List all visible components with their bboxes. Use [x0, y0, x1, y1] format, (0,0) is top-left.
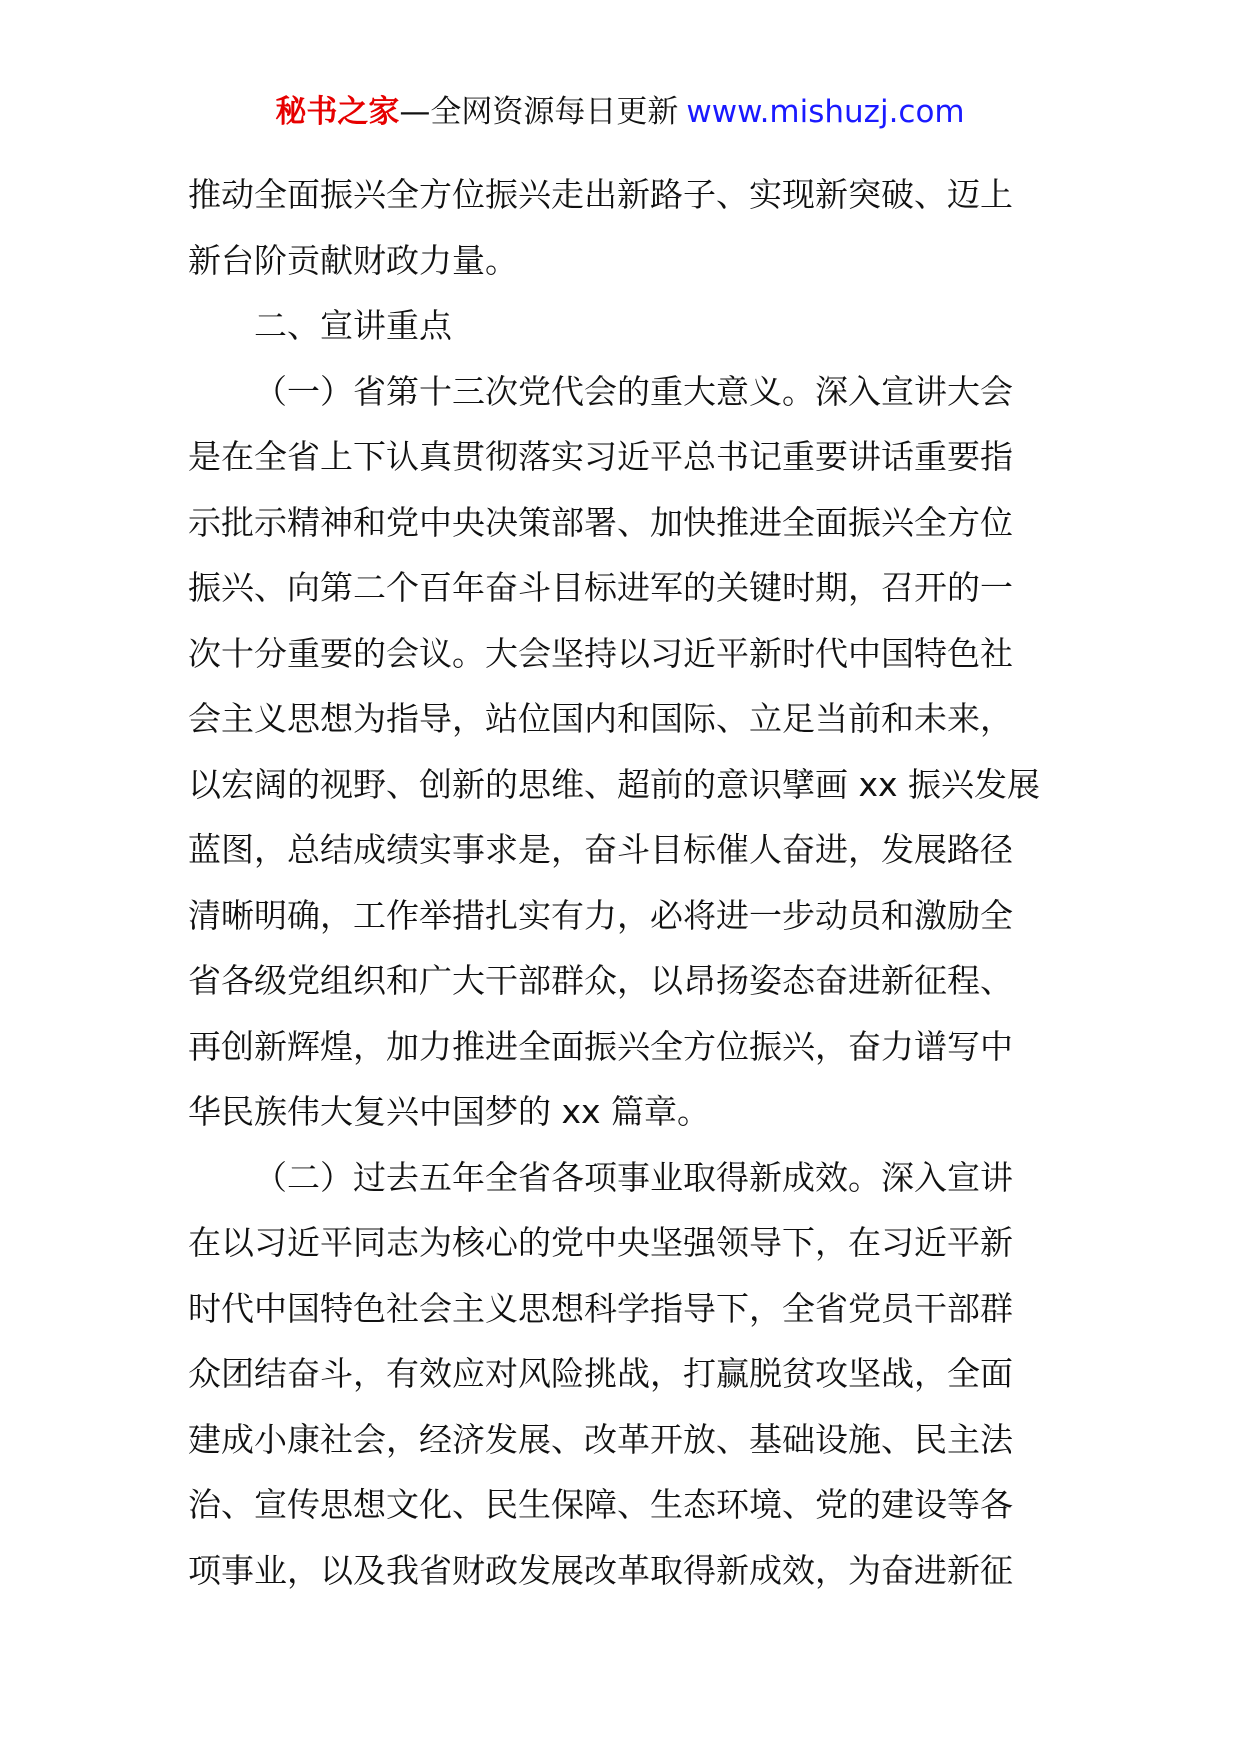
text-line: 是在全省上下认真贯彻落实习近平总书记重要讲话重要指 [188, 437, 1013, 476]
paragraph-first-line: （一）省第十三次党代会的重大意义。深入宣讲大会 [254, 371, 1013, 411]
text-line: 振兴、向第二个百年奋斗目标进军的关键时期，召开的一 [188, 568, 1013, 607]
header-tagline: —全网资源每日更新 [399, 94, 679, 130]
document-body [188, 162, 1054, 1603]
text-line: 众团结奋斗，有效应对风险挑战，打赢脱贫攻坚战，全面 [188, 1354, 1013, 1393]
site-url[interactable]: www.mishuzj.com [686, 94, 965, 130]
text-line: 时代中国特色社会主义思想科学指导下，全省党员干部群 [188, 1288, 1013, 1328]
text-line: 项事业，以及我省财政发展改革取得新成效，为奋进新征 [188, 1550, 1013, 1590]
text-line: 推动全面振兴全方位振兴走出新路子、实现新突破、迈上 [188, 175, 1013, 214]
section-heading: 二、宣讲重点 [254, 306, 452, 345]
text-line: 会主义思想为指导，站位国内和国际、立足当前和未来， [188, 699, 1013, 738]
text-line: 省各级党组织和广大干部群众，以昂扬姿态奋进新征程、 [188, 961, 1013, 1000]
text-line: 示批示精神和党中央决策部署、加快推进全面振兴全方位 [188, 502, 1013, 542]
text-line: 次十分重要的会议。大会坚持以习近平新时代中国特色社 [188, 633, 1013, 673]
text-line: 再创新辉煌，加力推进全面振兴全方位振兴，奋力谱写中 [188, 1026, 1013, 1066]
text-line: 在以习近平同志为核心的党中央坚强领导下，在习近平新 [188, 1223, 1013, 1262]
brand-name: 秘书之家 [275, 94, 400, 130]
text-line: 蓝图，总结成绩实事求是，奋斗目标催人奋进，发展路径 [188, 830, 1013, 869]
text-line: 清晰明确，工作举措扎实有力，必将进一步动员和激励全 [188, 895, 1013, 935]
text-line: 新台阶贡献财政力量。 [188, 240, 518, 280]
text-line: 华民族伟大复兴中国梦的 xx 篇章。 [188, 1092, 711, 1131]
paragraph-first-line: （二）过去五年全省各项事业取得新成效。深入宣讲 [254, 1157, 1013, 1197]
text-line: 建成小康社会，经济发展、改革开放、基础设施、民主法 [188, 1419, 1013, 1459]
text-line: 治、宣传思想文化、民生保障、生态环境、党的建设等各 [188, 1485, 1013, 1524]
site-header [0, 92, 1240, 132]
text-line: 以宏阔的视野、创新的思维、超前的意识擘画 xx 振兴发展 [188, 764, 1041, 804]
